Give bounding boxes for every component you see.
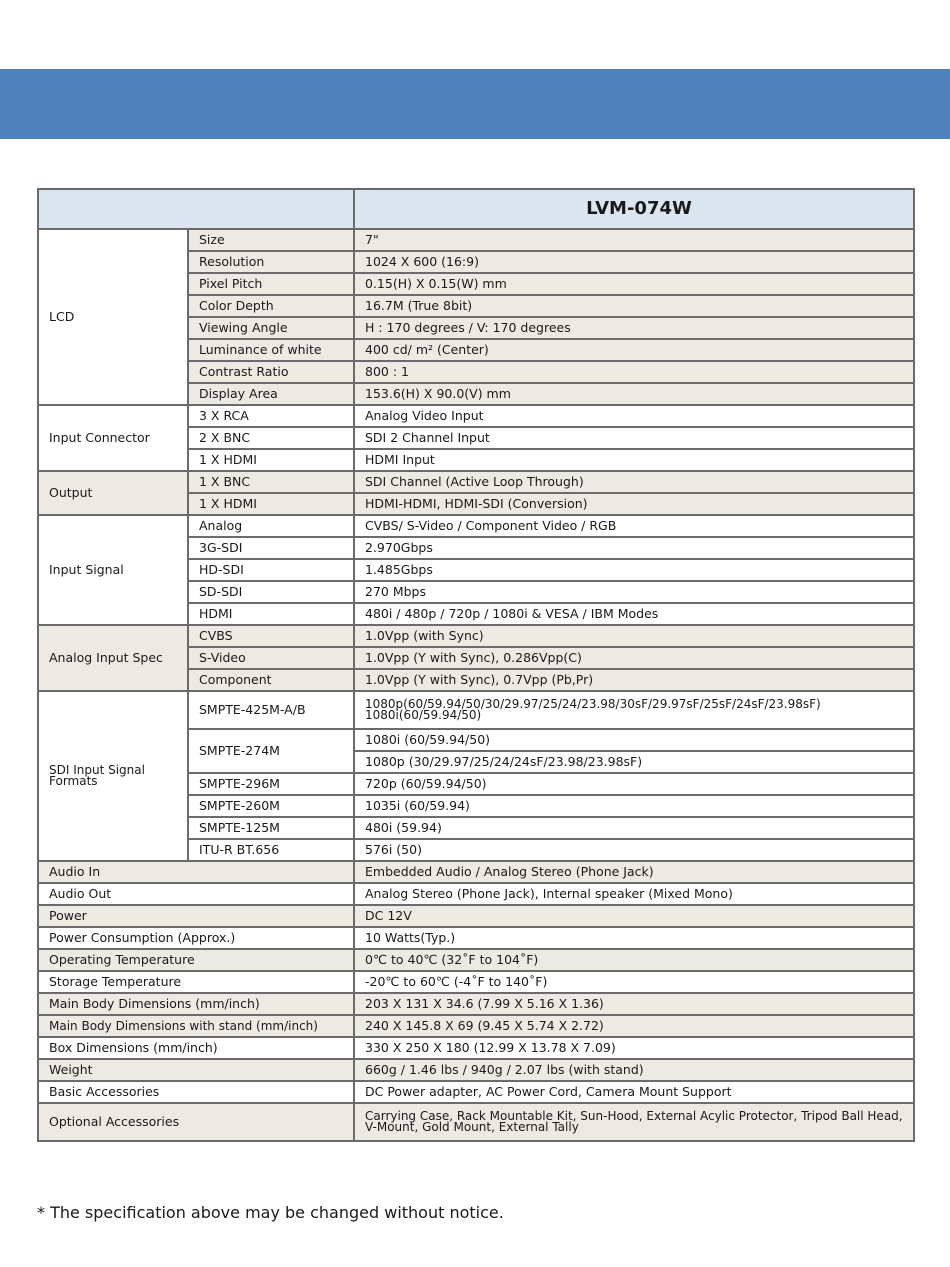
group-label-input-signal: Input Signal [38,515,188,625]
table-row [38,883,914,905]
spec-label: Contrast Ratio [188,361,354,383]
spec-value: 480i / 480p / 720p / 1080i & VESA / IBM Modes [354,603,914,625]
table-row [38,691,914,729]
spec-label: Basic Accessories [38,1081,354,1103]
spec-label: 1 X BNC [188,471,354,493]
footnote: * The specification above may be changed without notice. [37,1203,504,1222]
spec-value: 1.0Vpp (Y with Sync), 0.7Vpp (Pb,Pr) [354,669,914,691]
spec-label: Power Consumption (Approx.) [38,927,354,949]
spec-label: SMPTE-260M [188,795,354,817]
spec-value: Embedded Audio / Analog Stereo (Phone Jack) [354,861,914,883]
spec-value: 0℃ to 40℃ (32˚F to 104˚F) [354,949,914,971]
spec-value: 10 Watts(Typ.) [354,927,914,949]
table-row [38,971,914,993]
spec-value: 1080p (30/29.97/25/24/24sF/23.98/23.98sF) [354,751,914,773]
spec-label: S-Video [188,647,354,669]
spec-label: 2 X BNC [188,427,354,449]
spec-value: 1080p(60/59.94/50/30/29.97/25/24/23.98/30sF/29.97sF/25sF/24sF/23.98sF) 1080i(60/59.94/50) [354,691,914,729]
group-label-sdi-formats: SDI Input Signal Formats [38,691,188,861]
spec-value: DC Power adapter, AC Power Cord, Camera Mount Support [354,1081,914,1103]
spec-value: Carrying Case, Rack Mountable Kit, Sun-Hood, External Acylic Protector, Tripod Ball Head, V-Mount, Gold Mount, External Tally [354,1103,914,1141]
spec-value: -20℃ to 60℃ (-4˚F to 140˚F) [354,971,914,993]
spec-label: Color Depth [188,295,354,317]
spec-label: Component [188,669,354,691]
spec-value: SDI 2 Channel Input [354,427,914,449]
spec-label: HD-SDI [188,559,354,581]
spec-value: CVBS/ S-Video / Component Video / RGB [354,515,914,537]
spec-label: 3 X RCA [188,405,354,427]
spec-label: SD-SDI [188,581,354,603]
spec-value: 800 : 1 [354,361,914,383]
spec-value: 480i (59.94) [354,817,914,839]
spec-value: 1080i (60/59.94/50) [354,729,914,751]
table-row [38,949,914,971]
table-row [38,905,914,927]
table-row [38,229,914,251]
spec-value: 330 X 250 X 180 (12.99 X 13.78 X 7.09) [354,1037,914,1059]
spec-value: 720p (60/59.94/50) [354,773,914,795]
table-row [38,1081,914,1103]
spec-label: Weight [38,1059,354,1081]
spec-label: Box Dimensions (mm/inch) [38,1037,354,1059]
spec-label: Resolution [188,251,354,273]
spec-label: Size [188,229,354,251]
spec-label: Main Body Dimensions (mm/inch) [38,993,354,1015]
table-header-row [38,189,914,229]
group-label-output: Output [38,471,188,515]
spec-label: ITU-R BT.656 [188,839,354,861]
spec-label: Display Area [188,383,354,405]
table-row [38,1103,914,1141]
spec-value: 2.970Gbps [354,537,914,559]
spec-value: 0.15(H) X 0.15(W) mm [354,273,914,295]
group-label-input-connector: Input Connector [38,405,188,471]
spec-value: 660g / 1.46 lbs / 940g / 2.07 lbs (with stand) [354,1059,914,1081]
spec-label: Optional Accessories [38,1103,354,1141]
spec-value: 400 cd/ m² (Center) [354,339,914,361]
spec-value: 16.7M (True 8bit) [354,295,914,317]
spec-label: Pixel Pitch [188,273,354,295]
spec-value: Analog Stereo (Phone Jack), Internal speaker (Mixed Mono) [354,883,914,905]
spec-value: 7" [354,229,914,251]
header-blank-cell [38,189,354,229]
group-label-analog-input-spec: Analog Input Spec [38,625,188,691]
spec-label: SMPTE-274M [188,729,354,773]
spec-label: 1 X HDMI [188,449,354,471]
spec-label: SMPTE-125M [188,817,354,839]
spec-value: 240 X 145.8 X 69 (9.45 X 5.74 X 2.72) [354,1015,914,1037]
header-banner [0,69,950,139]
model-name: LVM-074W [354,189,914,229]
spec-label: Audio In [38,861,354,883]
table-row [38,515,914,537]
spec-value: HDMI-HDMI, HDMI-SDI (Conversion) [354,493,914,515]
spec-label: 3G-SDI [188,537,354,559]
spec-label: Operating Temperature [38,949,354,971]
table-row [38,471,914,493]
table-row [38,927,914,949]
spec-value: 1.0Vpp (Y with Sync), 0.286Vpp(C) [354,647,914,669]
spec-label: Viewing Angle [188,317,354,339]
spec-label: SMPTE-296M [188,773,354,795]
spec-label: SMPTE-425M-A/B [188,691,354,729]
spec-label: Analog [188,515,354,537]
spec-label: Luminance of white [188,339,354,361]
spec-value: DC 12V [354,905,914,927]
spec-label: Power [38,905,354,927]
spec-value: 1.485Gbps [354,559,914,581]
table-row [38,993,914,1015]
spec-value: HDMI Input [354,449,914,471]
spec-value: 1035i (60/59.94) [354,795,914,817]
table-row [38,625,914,647]
spec-value: Analog Video Input [354,405,914,427]
spec-value: H : 170 degrees / V: 170 degrees [354,317,914,339]
spec-label: Main Body Dimensions with stand (mm/inch) [38,1015,354,1037]
spec-value: 203 X 131 X 34.6 (7.99 X 5.16 X 1.36) [354,993,914,1015]
spec-label: Audio Out [38,883,354,905]
spec-value: 1.0Vpp (with Sync) [354,625,914,647]
table-row [38,405,914,427]
table-row [38,1059,914,1081]
spec-value: 576i (50) [354,839,914,861]
spec-label: Storage Temperature [38,971,354,993]
spec-label: CVBS [188,625,354,647]
table-row [38,1015,914,1037]
spec-value: SDI Channel (Active Loop Through) [354,471,914,493]
table-row [38,861,914,883]
spec-label: 1 X HDMI [188,493,354,515]
table-row [38,1037,914,1059]
spec-value: 153.6(H) X 90.0(V) mm [354,383,914,405]
spec-value: 1024 X 600 (16:9) [354,251,914,273]
spec-label: HDMI [188,603,354,625]
group-label-lcd: LCD [38,229,188,405]
spec-value: 270 Mbps [354,581,914,603]
spec-table [37,188,915,1142]
